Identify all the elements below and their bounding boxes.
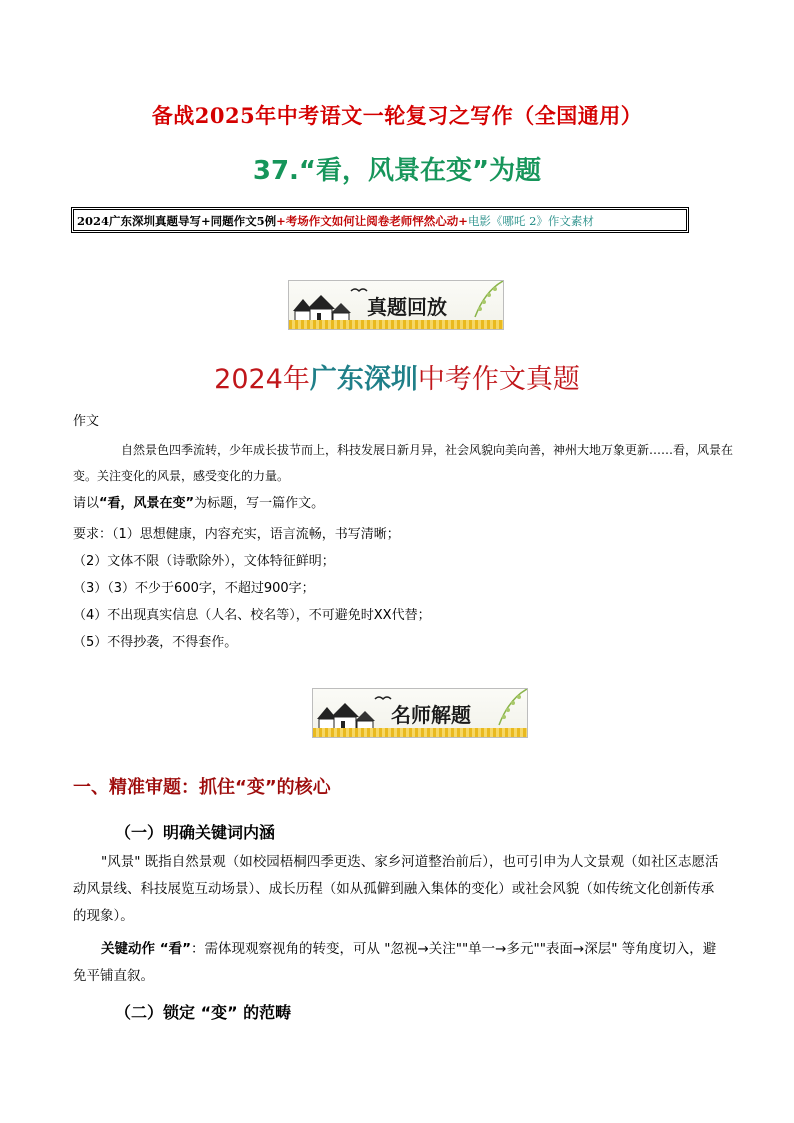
document-subtitle: 37.“看，风景在变”为题 (252, 156, 542, 186)
label-essay: 作文 (73, 414, 100, 429)
nav-part-film-material: 电影《哪吒 2》作文素材 (467, 214, 594, 228)
nav-part-exam-tips: +考场作文如何让阅卷老师怦然心动+ (276, 214, 468, 228)
requirement-5: （5）不得抄袭，不得套作。 (73, 635, 238, 650)
requirement-4: （4）不出现真实信息（人名、校名等），不可避免时XX代替； (73, 608, 431, 623)
contents-navigation-box (73, 209, 687, 231)
document-title: 备战2025年中考语文一轮复习之写作（全国通用） (151, 103, 643, 128)
banner-gold-strip (313, 728, 527, 737)
banner-label: 名师解题 (391, 703, 471, 727)
subsection-heading-2: （二）锁定 “变” 的范畴 (115, 1003, 292, 1022)
banner-teacher-analysis (312, 688, 528, 738)
paragraph-key-action: 关键动作 “看”：需体现观察视角的转变，可从 "忽视→关注""单一→多元""表面→深层" 等角度切入，避免平铺直叙。 (73, 941, 717, 984)
nav-part-exam-guide: 2024广东深圳真题导写+同题作文5例 (77, 214, 277, 228)
banner-real-exam-review (288, 280, 504, 330)
essay-instruction: 请以“看，风景在变”为标题，写一篇作文。 (73, 496, 325, 511)
requirement-2: （2）文体不限（诗歌除外），文体特征鲜明； (73, 554, 335, 569)
requirement-3: （3）（3）不少于600字，不超过900字； (73, 581, 315, 596)
essay-prompt: 自然景色四季流转，少年成长拔节而上，科技发展日新月异，社会风貌向美向善，神州大地万象更新……看，风景在变。关注变化的风景，感受变化的力量。 (73, 443, 734, 483)
willow-branch-icon (489, 689, 528, 729)
paragraph-scenery-meaning: "风景" 既指自然景观（如校园梧桐四季更迭、家乡河道整治前后），也可引申为人文景观（如社区志愿活动风景线、科技展览互动场景）、成长历程（如从孤僻到融入集体的变化）或社会风貌（如传统文化创新传承的现象）。 (73, 854, 719, 924)
section-heading-1: 一、精准审题：抓住“变”的核心 (73, 777, 331, 798)
requirement-1: 要求：（1）思想健康，内容充实，语言流畅，书写清晰； (73, 527, 400, 542)
willow-branch-icon (465, 281, 504, 321)
banner-gold-strip (289, 320, 503, 329)
banner-label: 真题回放 (367, 295, 447, 319)
exam-heading: 2024年广东深圳中考作文真题 (214, 364, 580, 395)
subsection-heading-1: （一）明确关键词内涵 (115, 823, 276, 842)
